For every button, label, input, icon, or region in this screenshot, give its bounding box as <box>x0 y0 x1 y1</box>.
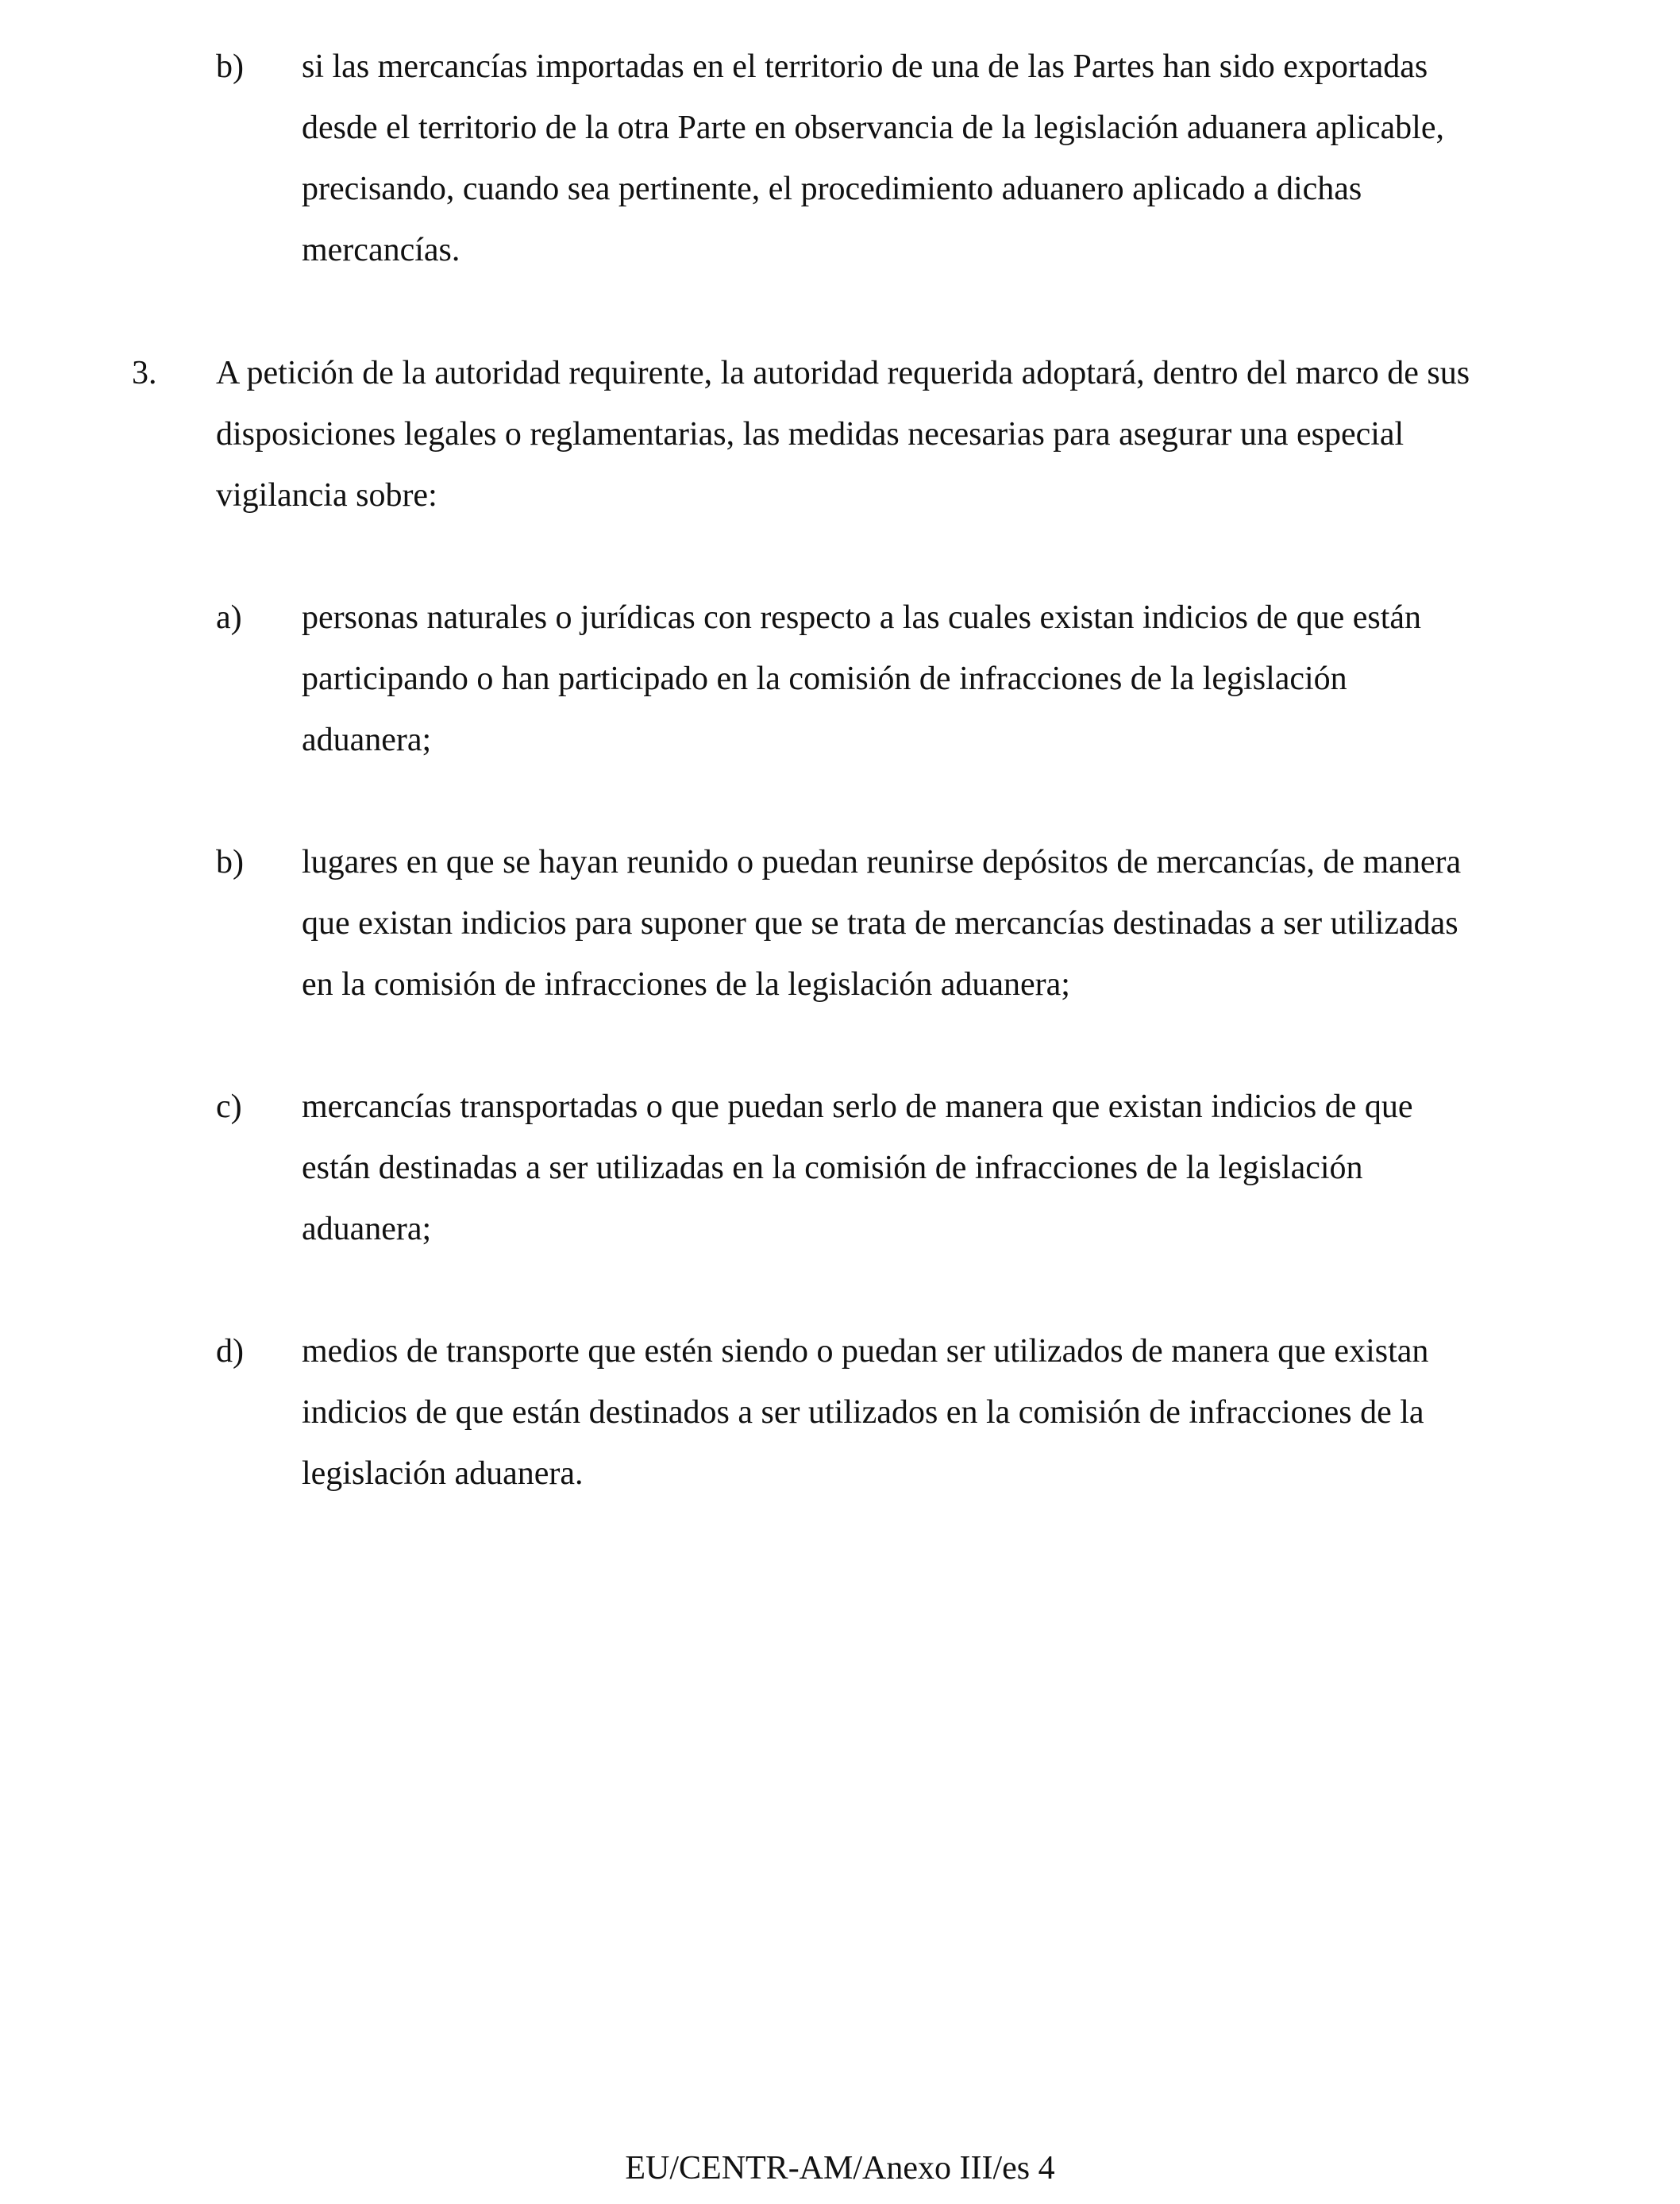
text-line: legislación aduanera. <box>302 1455 584 1492</box>
item-label: b) <box>216 844 244 880</box>
item-label: a) <box>216 599 242 636</box>
item-text <box>302 1077 1572 1260</box>
text-line: si las mercancías importadas en el territorio de una de las Partes han sido exportadas <box>302 48 1428 85</box>
text-line: medios de transporte que estén siendo o puedan ser utilizados de manera que existan <box>302 1333 1429 1370</box>
page-footer-reference: EU/CENTR-AM/Anexo III/es 4 <box>625 2150 1055 2187</box>
text-line: aduanera; <box>302 1211 432 1247</box>
text-line: están destinadas a ser utilizadas en la comisión de infracciones de la legislación <box>302 1150 1363 1186</box>
paragraph-number: 3. <box>132 355 157 391</box>
item-label: b) <box>216 48 244 85</box>
text-line: mercancías transportadas o que puedan serlo de manera que existan indicios de que <box>302 1089 1413 1125</box>
text-line: que existan indicios para suponer que se trata de mercancías destinadas a ser utilizadas <box>302 905 1458 942</box>
paragraph-text <box>216 343 1629 526</box>
item-text <box>302 1321 1572 1505</box>
text-line: aduanera; <box>302 722 432 758</box>
item-label: c) <box>216 1089 242 1125</box>
text-line: desde el territorio de la otra Parte en observancia de la legislación aduanera aplicable, <box>302 110 1444 146</box>
item-text <box>302 37 1572 281</box>
text-line: vigilancia sobre: <box>216 477 437 514</box>
text-line: participando o han participado en la comisión de infracciones de la legislación <box>302 661 1347 697</box>
text-line: precisando, cuando sea pertinente, el procedimiento aduanero aplicado a dichas <box>302 171 1362 207</box>
item-text <box>302 832 1572 1015</box>
item-label: d) <box>216 1333 244 1370</box>
text-line: indicios de que están destinados a ser utilizados en la comisión de infracciones de la <box>302 1394 1424 1431</box>
text-line: en la comisión de infracciones de la legislación aduanera; <box>302 966 1070 1003</box>
text-line: disposiciones legales o reglamentarias, las medidas necesarias para asegurar una especial <box>216 416 1404 453</box>
item-text <box>302 588 1572 771</box>
text-line: mercancías. <box>302 232 460 268</box>
text-line: A petición de la autoridad requirente, la autoridad requerida adoptará, dentro del marco de sus <box>216 355 1470 391</box>
text-line: lugares en que se hayan reunido o puedan reunirse depósitos de mercancías, de manera <box>302 844 1462 880</box>
text-line: personas naturales o jurídicas con respecto a las cuales existan indicios de que están <box>302 599 1422 636</box>
